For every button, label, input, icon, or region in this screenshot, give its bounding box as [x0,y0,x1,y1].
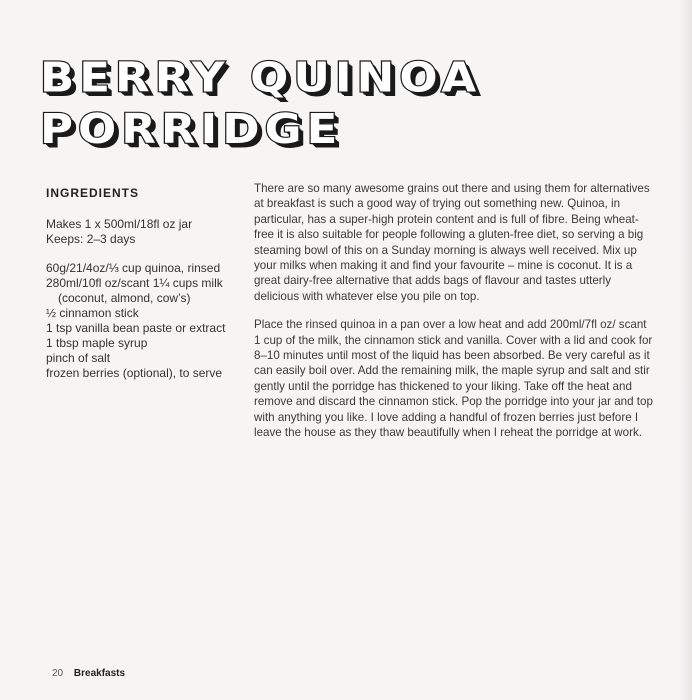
section-name: Breakfasts [73,668,126,679]
ingredient-item: 1 tbsp maple syrup [46,336,148,350]
ingredient-item: frozen berries (optional), to serve [46,366,223,380]
recipe-title [40,52,481,155]
keeps-text: Keeps: 2–3 days [46,232,136,246]
ingredient-item: ½ cinnamon stick [46,306,139,320]
method-paragraph: Place the rinsed quinoa in a pan over a low heat and add 200ml/7fl oz/ scant 1 cup of the milk, the cinnamon stick and vanilla. Cover with a lid and cook for 8–10 minutes until most of the liquid has been absorbed. Be very careful as it can easily boil over. Add the remaining milk, the maple syrup and salt and stir gently until the porridge has thickened to your liking. Take off the heat and remove and discard the cinnamon stick. Pop the porridge into your jar and top with anything you like. I love adding a handful of frozen berries just before I leave the house as they thaw beautifully when I reheat the porridge at work. [254,318,653,440]
ingredient-list [46,261,246,381]
ingredient-item: 280ml/10fl oz/scant 1¼ cups milk (coconut, almond, cow’s) [46,276,223,305]
recipe-body [254,181,654,454]
page-gutter-shadow [678,0,692,700]
ingredient-item: 60g/21/4oz/⅓ cup quinoa, rinsed [46,261,221,275]
ingredients-heading: INGREDIENTS [46,186,140,200]
makes-text: Makes 1 x 500ml/18fl oz jar [46,217,193,231]
ingredient-item: pinch of salt [46,351,111,365]
page-footer [52,668,125,679]
ingredients-column [46,186,246,381]
intro-paragraph: There are so many awesome grains out there and using them for alternatives at breakfast is such a good way of trying out something new. Quinoa, in particular, has a super-high protein content and is full of fibre. Being wheat-free it is also suitable for people following a gluten-free diet, so serving a big steaming bowl of this on a Sunday morning is always well received. Mix up your milks when making it and find your favourite – mine is coconut. It is a great dairy-free alternative that adds bags of flavour and tastes utterly delicious with whatever else you pile on top. [254,182,650,303]
yield-info [46,217,246,247]
recipe-title-line-2: PORRIDGE [40,104,343,154]
recipe-title-line-1: BERRY QUINOA [40,52,482,102]
ingredient-item: 1 tsp vanilla bean paste or extract [46,321,226,335]
page-number: 20 [52,668,64,679]
